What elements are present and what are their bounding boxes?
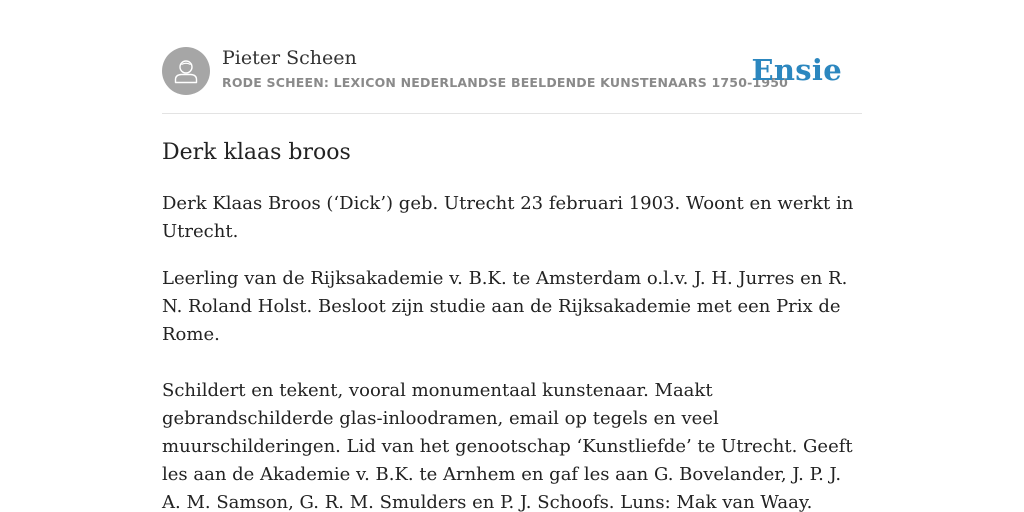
entry-header bbox=[162, 47, 862, 95]
article-paragraph: Schildert en tekent, vooral monumentaal kunstenaar. Maakt gebrandschilderde glas-inloodramen, email op tegels en veel muurschilderingen. Lid van het genootschap ‘Kunstliefde’ te Utrecht. Geeft les aan de Akademie v. B.K. te Arnhem en gaf les aan G. Bovelander, J. P. J. A. M. Samson, G. R. M. Smulders en P. J. Schoofs. Luns: Mak van Waay. bbox=[162, 380, 853, 512]
article-paragraph: Leerling van de Rijksakademie v. B.K. te Amsterdam o.l.v. J. H. Jurres en R. N. Roland Holst. Besloot zijn studie aan de Rijksakademie met een Prix de Rome. bbox=[162, 268, 848, 345]
article-paragraph: Derk Klaas Broos (‘Dick’) geb. Utrecht 23 februari 1903. Woont en werkt in Utrecht. bbox=[162, 193, 854, 242]
article-content bbox=[162, 138, 862, 512]
author-name[interactable]: Pieter Scheen bbox=[222, 47, 357, 69]
author-avatar[interactable] bbox=[162, 47, 210, 95]
ensie-logo[interactable]: Ensie bbox=[751, 53, 842, 87]
author-block bbox=[222, 47, 788, 90]
user-placeholder-icon bbox=[162, 47, 210, 95]
header-divider bbox=[162, 113, 862, 114]
entry-title: Derk klaas broos bbox=[162, 140, 351, 165]
source-title[interactable]: RODE SCHEEN: LEXICON NEDERLANDSE BEELDENDE KUNSTENAARS 1750-1950 bbox=[222, 75, 789, 90]
